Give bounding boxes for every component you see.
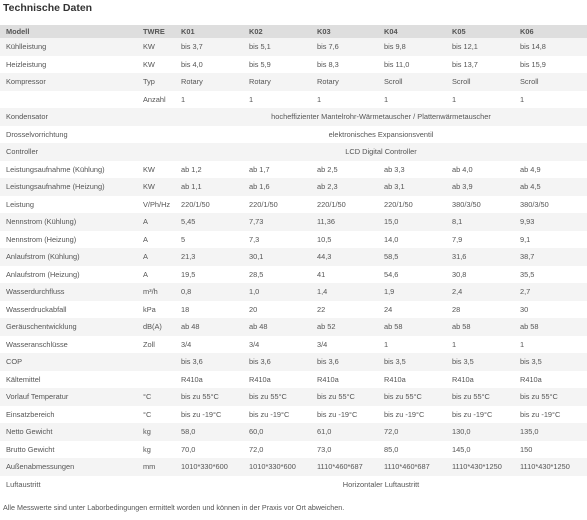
value-cell: 24 [378,301,446,319]
row-label-cell: Leistungsaufnahme (Kühlung) [0,161,137,179]
value-cell: ab 4,9 [514,161,587,179]
row-label-cell: Drosselvorrichtung [0,126,137,144]
value-cell: 0,8 [175,283,243,301]
table-header-row [0,25,587,38]
value-cell: 5,45 [175,213,243,231]
value-cell: 60,0 [243,423,311,441]
value-cell: 11,36 [311,213,378,231]
value-cell: R410a [514,371,587,389]
value-cell: 35,5 [514,266,587,284]
value-cell: bis 4,0 [175,56,243,74]
table-row [0,231,587,249]
value-cell: 18 [175,301,243,319]
value-cell: ab 58 [446,318,514,336]
value-cell: 1010*330*600 [175,458,243,476]
table-row [0,178,587,196]
value-cell: 8,1 [446,213,514,231]
value-cell: 28,5 [243,266,311,284]
table-row [0,56,587,74]
value-cell: bis zu 55°C [514,388,587,406]
value-cell: 150 [514,441,587,459]
value-cell: 1 [446,91,514,109]
value-cell: 15,0 [378,213,446,231]
value-cell: R410a [446,371,514,389]
spec-table [0,25,587,493]
unit-cell: kg [137,423,175,441]
table-row [0,126,587,144]
value-cell: ab 58 [378,318,446,336]
value-cell: 9,93 [514,213,587,231]
header-cell: K04 [378,25,446,38]
table-row [0,458,587,476]
value-cell: 3/4 [175,336,243,354]
table-row [0,353,587,371]
value-cell: ab 48 [175,318,243,336]
unit-cell: KW [137,38,175,56]
table-row [0,441,587,459]
value-cell: 7,3 [243,231,311,249]
value-cell: 85,0 [378,441,446,459]
value-cell: 1110*460*687 [311,458,378,476]
value-cell: 1,9 [378,283,446,301]
value-cell: ab 4,0 [446,161,514,179]
row-label-cell: Außenabmessungen [0,458,137,476]
value-cell: 72,0 [378,423,446,441]
value-cell: 3/4 [311,336,378,354]
value-cell: 220/1/50 [175,196,243,214]
value-cell: ab 1,6 [243,178,311,196]
value-cell: bis zu 55°C [446,388,514,406]
value-cell: 30,8 [446,266,514,284]
value-cell: bis zu -19°C [175,406,243,424]
value-cell: 7,9 [446,231,514,249]
header-cell: TWRE [137,25,175,38]
unit-cell: KW [137,161,175,179]
unit-cell: kg [137,441,175,459]
value-cell: bis zu 55°C [243,388,311,406]
value-cell: ab 1,1 [175,178,243,196]
unit-cell: Typ [137,73,175,91]
value-cell: 58,5 [378,248,446,266]
value-cell: 58,0 [175,423,243,441]
table-row [0,91,587,109]
footnote: Alle Messwerte sind unter Laborbedingungen ermittelt worden und können in der Praxis vor Ort abweichen. [3,503,345,512]
value-cell: 1 [514,336,587,354]
merged-value-cell: hocheffizienter Mantelrohr-Wärmetauscher / Plattenwärmetauscher [175,108,587,126]
value-cell: bis 5,1 [243,38,311,56]
value-cell: bis 3,5 [446,353,514,371]
value-cell: ab 4,5 [514,178,587,196]
row-label-cell: Heizleistung [0,56,137,74]
row-label-cell: Netto Gewicht [0,423,137,441]
table-row [0,371,587,389]
value-cell: bis 3,5 [514,353,587,371]
value-cell: bis 5,9 [243,56,311,74]
value-cell: bis zu -19°C [514,406,587,424]
unit-cell: kPa [137,301,175,319]
table-row [0,143,587,161]
table-row [0,476,587,494]
value-cell: bis 15,9 [514,56,587,74]
table-row [0,336,587,354]
value-cell: bis zu 55°C [311,388,378,406]
value-cell: 380/3/50 [446,196,514,214]
table-row [0,73,587,91]
value-cell: 70,0 [175,441,243,459]
row-label-cell: Kondensator [0,108,137,126]
value-cell: ab 48 [243,318,311,336]
unit-cell: KW [137,56,175,74]
unit-cell: A [137,266,175,284]
value-cell: bis zu 55°C [175,388,243,406]
value-cell: 2,4 [446,283,514,301]
value-cell: 1 [378,336,446,354]
row-label-cell: Wasserdruckabfall [0,301,137,319]
value-cell: 21,3 [175,248,243,266]
value-cell: bis zu -19°C [446,406,514,424]
unit-cell [137,108,175,126]
value-cell: 1 [446,336,514,354]
table-row [0,38,587,56]
row-label-cell: Nennstrom (Kühlung) [0,213,137,231]
value-cell: 14,0 [378,231,446,249]
value-cell: Rotary [311,73,378,91]
value-cell: 30,1 [243,248,311,266]
value-cell: bis 3,5 [378,353,446,371]
value-cell: Rotary [243,73,311,91]
table-row [0,388,587,406]
unit-cell: KW [137,178,175,196]
row-label-cell: Wasseranschlüsse [0,336,137,354]
value-cell: bis 13,7 [446,56,514,74]
value-cell: bis zu -19°C [378,406,446,424]
row-label-cell: Geräuschentwicklung [0,318,137,336]
header-cell: K02 [243,25,311,38]
value-cell: Rotary [175,73,243,91]
header-cell: K05 [446,25,514,38]
unit-cell: m³/h [137,283,175,301]
value-cell: 41 [311,266,378,284]
value-cell: R410a [175,371,243,389]
value-cell: bis 3,6 [311,353,378,371]
unit-cell [137,126,175,144]
row-label-cell: Vorlauf Temperatur [0,388,137,406]
unit-cell [137,476,175,494]
value-cell: 22 [311,301,378,319]
value-cell: bis zu 55°C [378,388,446,406]
value-cell: 1110*460*687 [378,458,446,476]
value-cell: ab 1,7 [243,161,311,179]
row-label-cell: Anlaufstrom (Heizung) [0,266,137,284]
value-cell: 38,7 [514,248,587,266]
value-cell: 2,7 [514,283,587,301]
value-cell: bis 3,6 [243,353,311,371]
value-cell: 1 [311,91,378,109]
value-cell: bis 7,6 [311,38,378,56]
value-cell: 1110*430*1250 [514,458,587,476]
row-label-cell: Leistung [0,196,137,214]
value-cell: 28 [446,301,514,319]
value-cell: bis zu -19°C [311,406,378,424]
row-label-cell: Wasserdurchfluss [0,283,137,301]
value-cell: Scroll [378,73,446,91]
value-cell: bis 3,7 [175,38,243,56]
table-body [0,38,587,493]
value-cell: 3/4 [243,336,311,354]
row-label-cell: Kompressor [0,73,137,91]
value-cell: bis zu -19°C [243,406,311,424]
merged-value-cell: Horizontaler Luftaustritt [175,476,587,494]
table-row [0,318,587,336]
value-cell: 20 [243,301,311,319]
value-cell: 5 [175,231,243,249]
value-cell: ab 2,3 [311,178,378,196]
value-cell: ab 2,5 [311,161,378,179]
unit-cell: dB(A) [137,318,175,336]
value-cell: 44,3 [311,248,378,266]
value-cell: bis 8,3 [311,56,378,74]
value-cell: 30 [514,301,587,319]
table-row [0,423,587,441]
value-cell: ab 52 [311,318,378,336]
value-cell: ab 3,9 [446,178,514,196]
value-cell: 61,0 [311,423,378,441]
value-cell: ab 3,3 [378,161,446,179]
unit-cell [137,371,175,389]
value-cell: bis 9,8 [378,38,446,56]
value-cell: Scroll [446,73,514,91]
unit-cell [137,353,175,371]
page-title: Technische Daten [3,2,93,14]
value-cell: ab 58 [514,318,587,336]
row-label-cell [0,91,137,109]
row-label-cell: COP [0,353,137,371]
row-label-cell: Kühlleistung [0,38,137,56]
row-label-cell: Einsatzbereich [0,406,137,424]
value-cell: R410a [378,371,446,389]
value-cell: 380/3/50 [514,196,587,214]
value-cell: 220/1/50 [378,196,446,214]
header-cell: Modell [0,25,137,38]
value-cell: 130,0 [446,423,514,441]
value-cell: 54,6 [378,266,446,284]
unit-cell: °C [137,406,175,424]
value-cell: bis 11,0 [378,56,446,74]
value-cell: 220/1/50 [243,196,311,214]
value-cell: 145,0 [446,441,514,459]
row-label-cell: Nennstrom (Heizung) [0,231,137,249]
header-cell: K06 [514,25,587,38]
value-cell: 72,0 [243,441,311,459]
value-cell: 1010*330*600 [243,458,311,476]
table-row [0,248,587,266]
value-cell: 10,5 [311,231,378,249]
row-label-cell: Luftaustritt [0,476,137,494]
value-cell: bis 14,8 [514,38,587,56]
unit-cell: mm [137,458,175,476]
table-row [0,406,587,424]
value-cell: 1110*430*1250 [446,458,514,476]
merged-value-cell: elektronisches Expansionsventil [175,126,587,144]
unit-cell: A [137,248,175,266]
value-cell: 1 [243,91,311,109]
unit-cell: Zoll [137,336,175,354]
row-label-cell: Controller [0,143,137,161]
table-row [0,283,587,301]
value-cell: 1,0 [243,283,311,301]
unit-cell: °C [137,388,175,406]
row-label-cell: Anlaufstrom (Kühlung) [0,248,137,266]
table-row [0,266,587,284]
value-cell: 1,4 [311,283,378,301]
unit-cell [137,143,175,161]
table-row [0,301,587,319]
value-cell: 1 [175,91,243,109]
table-row [0,213,587,231]
unit-cell: A [137,231,175,249]
value-cell: 7,73 [243,213,311,231]
header-cell: K01 [175,25,243,38]
table-row [0,196,587,214]
unit-cell: V/Ph/Hz [137,196,175,214]
value-cell: 220/1/50 [311,196,378,214]
value-cell: bis 3,6 [175,353,243,371]
value-cell: 9,1 [514,231,587,249]
value-cell: 73,0 [311,441,378,459]
value-cell: 1 [514,91,587,109]
value-cell: R410a [311,371,378,389]
value-cell: 31,6 [446,248,514,266]
value-cell: ab 1,2 [175,161,243,179]
row-label-cell: Brutto Gewicht [0,441,137,459]
unit-cell: Anzahl [137,91,175,109]
value-cell: ab 3,1 [378,178,446,196]
value-cell: R410a [243,371,311,389]
table-row [0,161,587,179]
row-label-cell: Kältemittel [0,371,137,389]
value-cell: Scroll [514,73,587,91]
unit-cell: A [137,213,175,231]
header-cell: K03 [311,25,378,38]
row-label-cell: Leistungsaufnahme (Heizung) [0,178,137,196]
value-cell: 19,5 [175,266,243,284]
value-cell: 135,0 [514,423,587,441]
table-row [0,108,587,126]
value-cell: 1 [378,91,446,109]
value-cell: bis 12,1 [446,38,514,56]
merged-value-cell: LCD Digital Controller [175,143,587,161]
